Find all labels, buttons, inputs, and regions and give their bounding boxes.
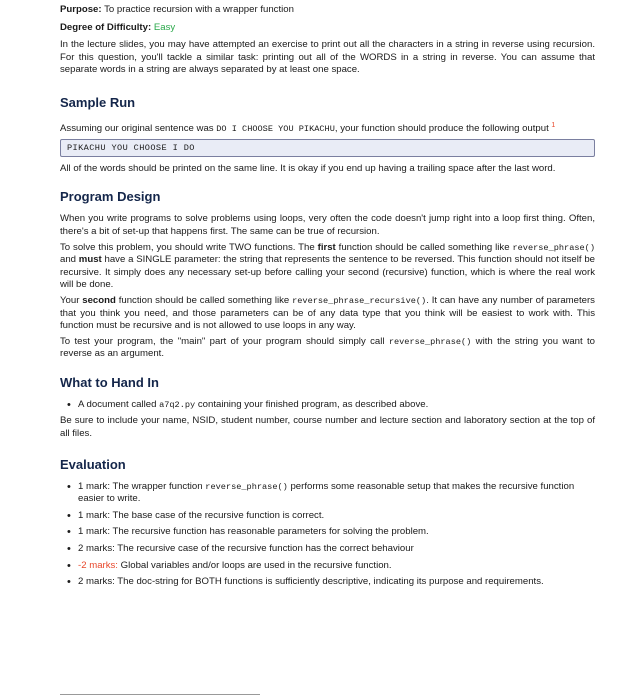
program-design-heading: Program Design [60,189,161,205]
footnote-link[interactable]: 1 [551,121,556,129]
purpose-text: To practice recursion with a wrapper function [104,4,294,15]
hand-in-note: Be sure to include your name, NSID, student number, course number and lecture section and laboratory section at the top of all files. [60,415,595,440]
list-item [78,481,595,506]
hand-in-heading: What to Hand In [60,374,159,390]
function-name: reverse_phrase() [205,481,288,492]
purpose-label: Purpose: [60,4,102,15]
design-paragraph-3 [60,295,595,333]
difficulty-label: Degree of Difficulty: [60,21,152,33]
function-name: reverse_phrase() [388,336,472,347]
list-item [78,399,595,412]
emphasis: must [78,254,102,266]
design-paragraph-2 [60,242,595,292]
text: function should be called something like [335,241,513,253]
text: To solve this problem, you should write TWO functions. The [60,241,318,253]
difficulty-line [60,22,595,35]
text: A document called [78,398,160,410]
sample-run-note: All of the words should be printed on the same line. It is okay if you end up having a trailing space after the last word. [60,162,556,174]
evaluation-heading: Evaluation [60,456,126,472]
evaluation-list [60,481,595,589]
list-item: • 1 mark: The recursive function has reasonable parameters for solving the problem. [78,526,595,539]
text: To test your program, the "main" part of your program should simply call [60,335,389,347]
text: . It can have any number of parameters that you think you need, and those parameters can be of any data type that you think will be easiest to work with. This function must be recursive and is not allowed to use loops in any way. [60,294,595,332]
sample-output-box: PIKACHU YOU CHOOSE I DO [60,139,595,157]
text: , your function should produce the following output [334,123,552,135]
intro-paragraph: In the lecture slides, you may have attempted an exercise to print out all the characters in a string in reverse using recursion. For this question, you'll tackle a similar task: printing out all of the WORDS in a string in reverse. You can assume that separate words in a string are always separated by at least one space. [60,39,595,76]
text: Assuming our original sentence was [60,123,217,135]
text: have a SINGLE parameter: the string that represents the sentence to be reversed. This function should not itself be recursive. It simply does any necessary set-up before calling your second (recursive) function, which is where the real work will be done. [60,254,595,291]
purpose-line [60,4,595,17]
sample-run-heading: Sample Run [60,94,136,110]
list-item [78,560,595,573]
text: Global variables and/or loops are used in the recursive function. [117,559,392,571]
sample-sentence: DO I CHOOSE YOU PIKACHU [216,124,335,135]
file-name: a7q2.py [159,399,196,410]
text: 1 mark: The wrapper function [78,480,206,492]
text: containing your finished program, as described above. [195,398,429,410]
text: function should be called something like [115,294,293,306]
function-name: reverse_phrase() [512,242,595,253]
emphasis: first [317,241,336,253]
text: performs some reasonable setup that makes the recursive function easier to write. [78,480,575,505]
difficulty-value: Easy [153,21,176,33]
text: with the string you want to reverse as an argument. [60,335,595,360]
list-item: • 2 marks: The doc-string for BOTH functions is sufficiently descriptive, indicating its purpose and requirements. [78,576,595,589]
content [60,4,595,593]
design-paragraph-1: When you write programs to solve problems using loops, very often the code doesn't jump right into a loop first thing. Often, there's a bit of set-up that happens first. The same can be true of recursion. [60,213,595,237]
emphasis: second [82,294,116,306]
sample-run-paragraph [60,120,595,136]
footnote-divider [60,694,260,695]
list-item: • 1 mark: The base case of the recursive function is correct. [78,510,595,523]
list-item: • 2 marks: The recursive case of the recursive function has the correct behaviour [78,543,595,556]
penalty-marks: -2 marks: [78,559,118,571]
hand-in-list [60,399,595,412]
text: Your [60,294,83,306]
design-paragraph-4 [60,336,595,361]
text: and [60,254,79,266]
function-name: reverse_phrase_recursive() [292,295,427,306]
